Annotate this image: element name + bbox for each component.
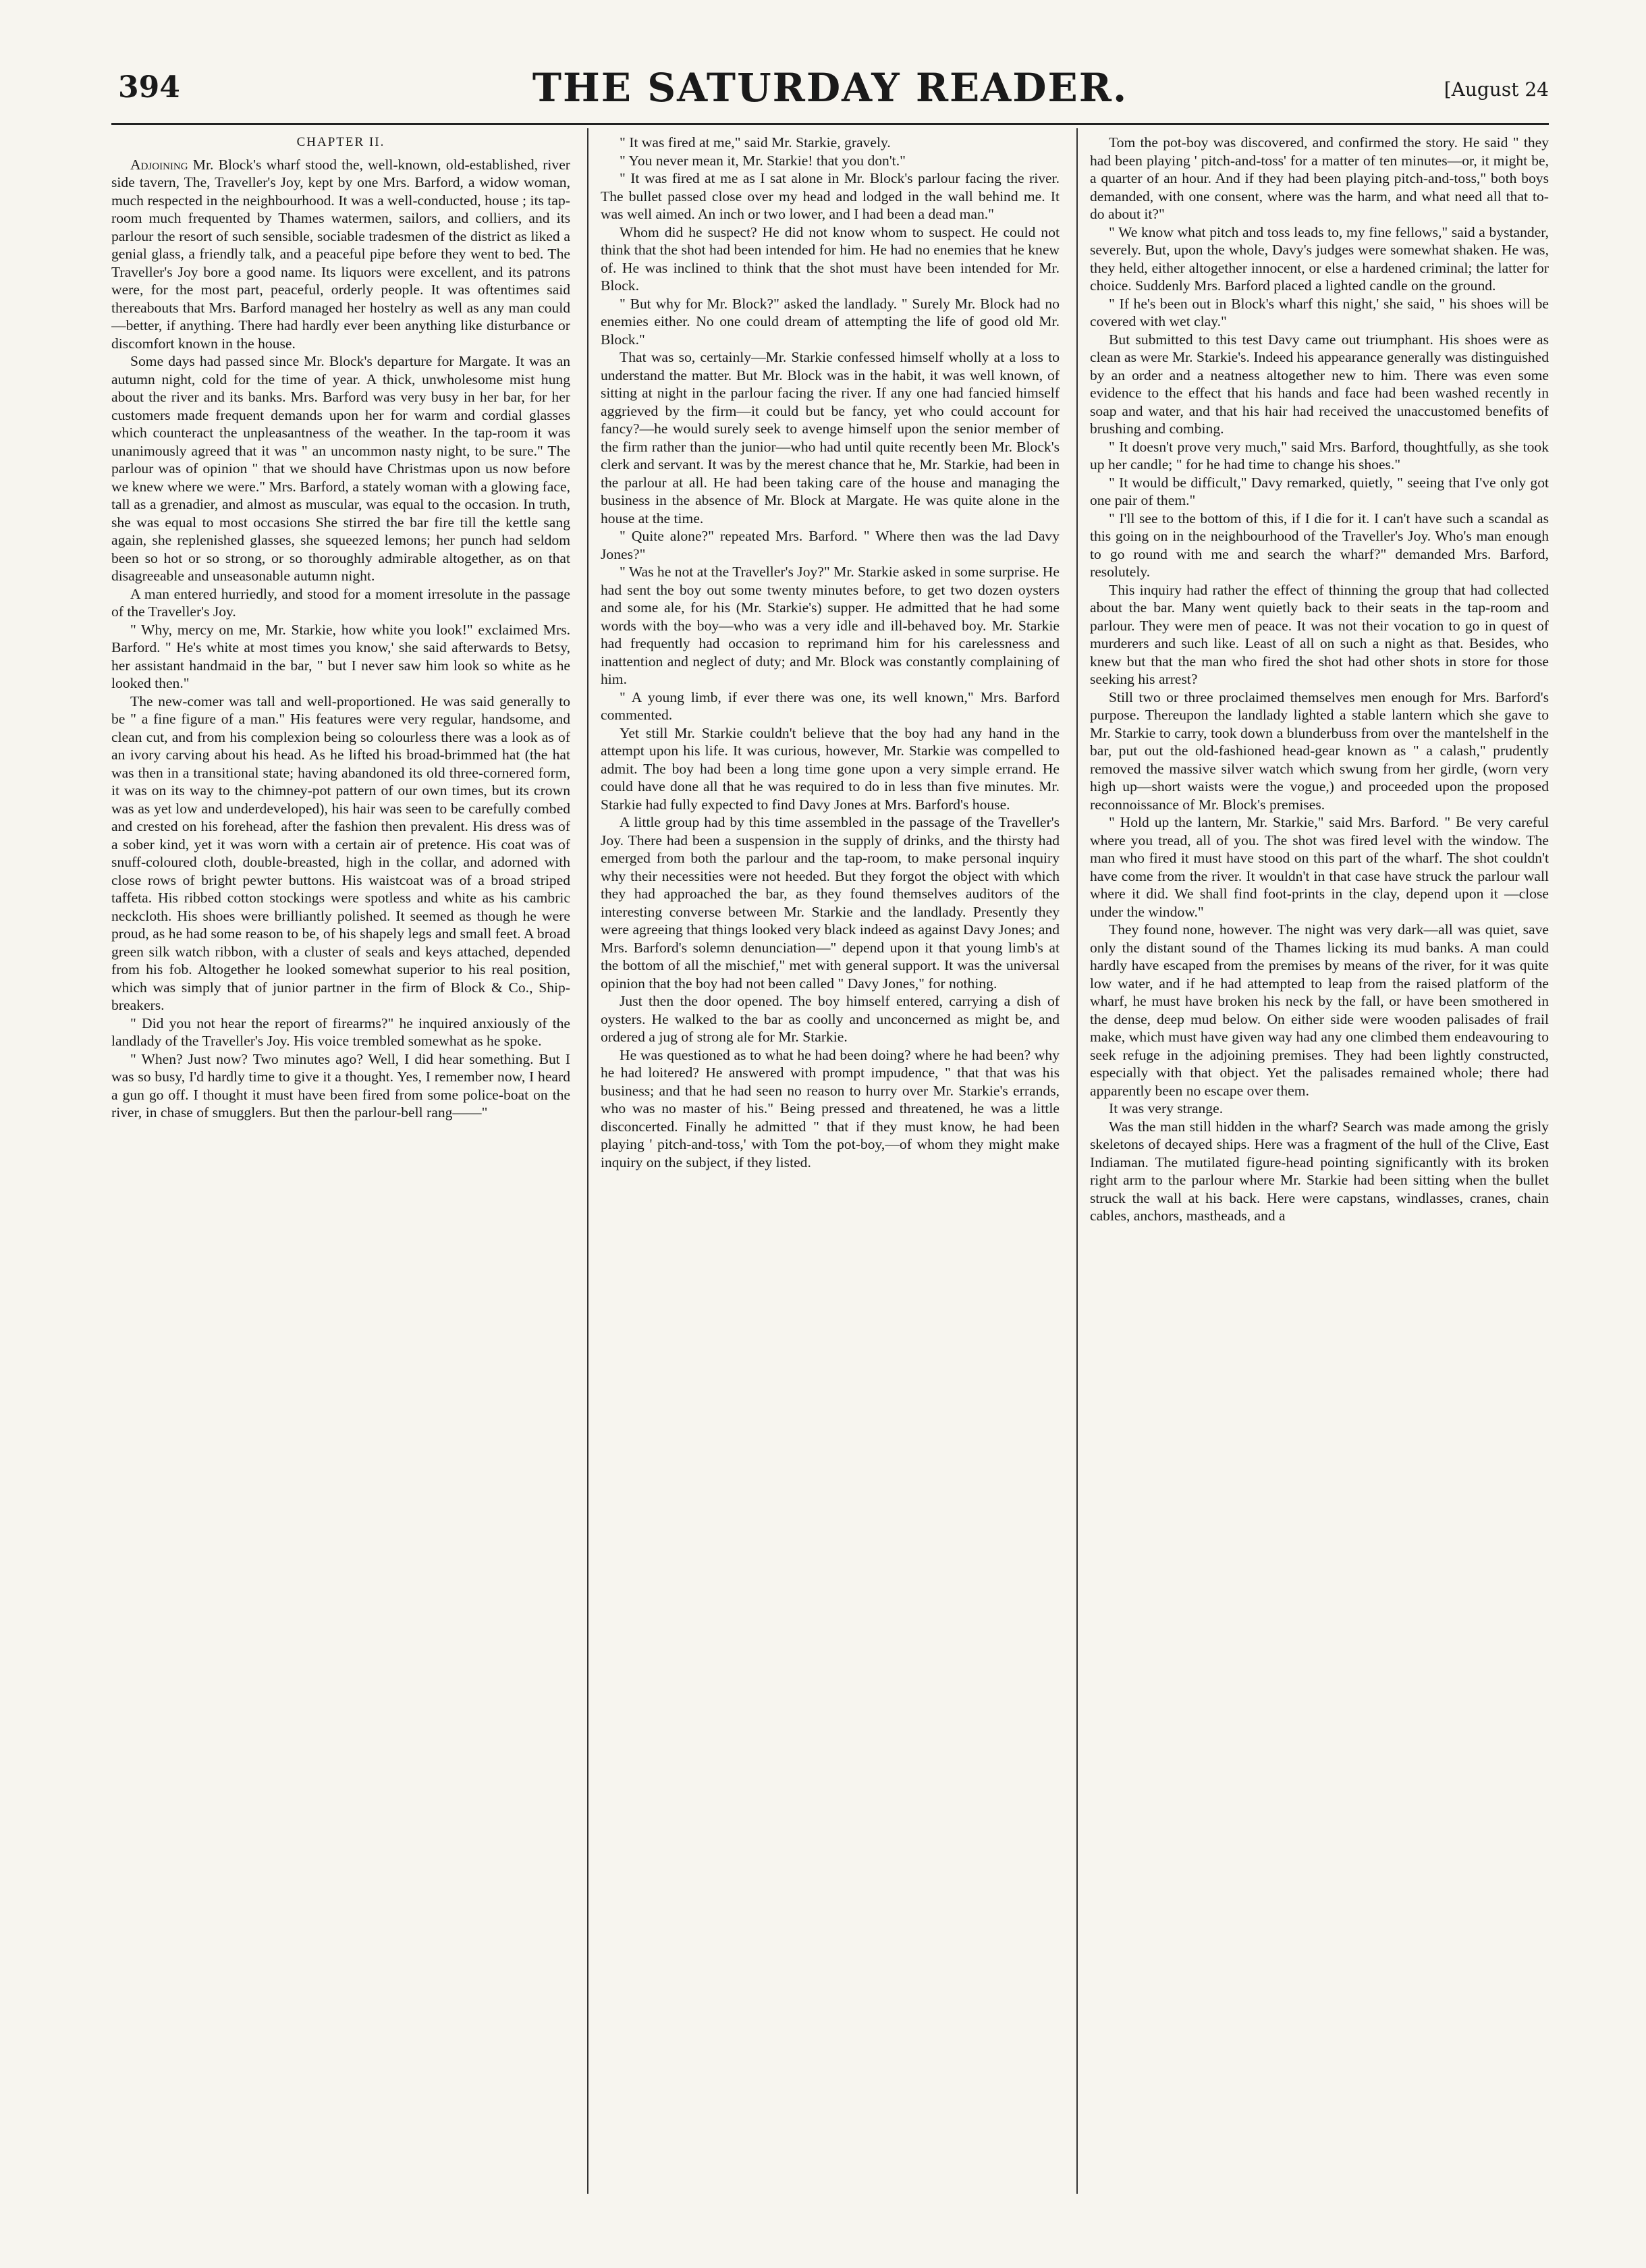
paragraph: But submitted to this test Davy came out triumphant. His shoes were as clean as were Mr. Starkie's. Indeed his appearance generally was distinguished by an order and a neatness altogether new to him. There was even some evidence to the effect that his hands and face had been washed recently in soap and water, and that his hair had received the unaccustomed benefits of brushing and combing. — [1090, 331, 1549, 437]
paragraph: " If he's been out in Block's wharf this night,' she said, " his shoes will be covered with wet clay." — [1090, 295, 1549, 329]
column-divider — [587, 128, 588, 2194]
paragraph: The new-comer was tall and well-proportioned. He was said generally to be " a fine figure of a man." His features were very regular, handsome, and clean cut, and from his complexion being so colourless there was a look as of an ivory carving about his head. As he lifted his broad-brimmed hat (the hat was then in a transitional state; having abandoned its old three-cornered form, it was on its way to the chimney-pot pattern of our own times, but its crown was as yet low and underdeveloped), his hair was seen to be carefully combed and crested on his forehead, after the fashion then prevalent. His dress was of a sober kind, yet it was worn with a certain air of pretence. His coat was of snuff-coloured cloth, double-breasted, high in the collar, and adorned with close rows of bright pewter buttons. His waistcoat was of a broad striped taffeta. His ribbed cotton stockings were spotless and white as his cambric neckcloth. His shoes were brilliantly polished. It seemed as though he were proud, as he had some reason to be, of his shapely legs and small feet. A broad green silk watch ribbon, with a cluster of seals and keys attached, depended from his fob. Altogether he looked somewhat superior to his real position, which was simply that of junior partner in the firm of Block & Co., Ship-breakers. — [111, 693, 570, 1013]
paragraph — [111, 156, 570, 353]
paragraph: Yet still Mr. Starkie couldn't believe that the boy had any hand in the attempt upon his life. It was curious, however, Mr. Starkie was compelled to admit. The boy had been a long time gone upon a very simple errand. He could have done all that he was required to do in less than five minutes. Mr. Starkie had fully expected to find Davy Jones at Mrs. Barford's house. — [601, 724, 1060, 813]
drop-word: Adjoining — [130, 156, 188, 173]
column-3 — [1090, 134, 1549, 2199]
paragraph: Whom did he suspect? He did not know whom to suspect. He could not think that the shot had been intended for him. He had no enemies that he knew of. He was inclined to think that the shot must have been intended for Mr. Block. — [601, 223, 1060, 294]
paragraph: " Was he not at the Traveller's Joy?" Mr. Starkie asked in some surprise. He had sent the boy out some twenty minutes before, to get two dozen oysters and some ale, for his (Mr. Starkie's) supper. He admitted that he had some words with the boy—who was a very idle and ill-behaved boy. Mr. Starkie had frequently had occasion to reprimand him for his carelessness and inattention and neglect of duty; and Mr. Block was constantly complaining of him. — [601, 564, 1060, 687]
issue-date: [August 24 — [1444, 78, 1549, 101]
paragraph: " You never mean it, Mr. Starkie! that you don't." — [620, 152, 906, 169]
paragraph: " Why, mercy on me, Mr. Starkie, how white you look!" exclaimed Mrs. Barford. " He's white at most times you know,' she said afterwards to Betsy, her assistant handmaid in the bar, " but I never saw him look so white as he looked then." — [111, 621, 570, 691]
paragraph: A little group had by this time assembled in the passage of the Traveller's Joy. There had been a suspension in the supply of drinks, and the thirsty had emerged from both the parlour and the tap-room, to make personal inquiry why their necessities were not heeded. But they forgot the object with which they had approached the bar, as they found themselves auditors of the interesting converse between Mr. Starkie and the landlady. Presently they were agreeing that things looked very black indeed as against Davy Jones; and Mrs. Barford's solemn denunciation—" depend upon it that young limb's at the bottom of all the mischief," met with general support. It was the universal opinion that the boy had not been called " Davy Jones," for nothing. — [601, 814, 1060, 992]
paragraph: That was so, certainly—Mr. Starkie confessed himself wholly at a loss to understand the matter. But Mr. Block was in the habit, it was well known, of sitting at night in the parlour facing the river. If any one had fancied himself aggrieved by the firm—it could but be fancy, yet who could account for fancy?—he would surely seek to avenge himself upon the senior member of the firm rather than the junior—who had until quite recently been Mr. Block's clerk and servant. It was by the merest chance that he, Mr. Starkie, had been in the parlour at all. He had been taking care of the house and managing the business in the absence of Mr. Block at Margate. He was quite alone in the house at the time. — [601, 349, 1060, 526]
paragraph: Tom the pot-boy was discovered, and confirmed the story. He said " they had been playing ' pitch-and-toss' for a matter of ten minutes—or, it might be, a quarter of an hour. And if they had been playing pitch-and-toss," both boys demanded, with one consent, where was the harm, and what need all that to-do about it?" — [1090, 134, 1549, 222]
column-2 — [601, 134, 1060, 2199]
paragraph: " It was fired at me," said Mr. Starkie, gravely. — [620, 134, 891, 151]
paragraph: This inquiry had rather the effect of thinning the group that had collected about the bar. Many went quietly back to their seats in the tap-room and parlour. They were men of peace. It was not their vocation to go in quest of murderers and such like. Least of all on such a night as that. Besides, who knew but that the man who fired the shot had other shots in store for those seeking his arrest? — [1090, 581, 1549, 687]
paragraph: Was the man still hidden in the wharf? Search was made among the grisly skeletons of decayed ships. Here was a fragment of the hull of the Clive, East Indiaman. The mutilated figure-head pointing significantly with its broken right arm to the parlour where Mr. Starkie had been sitting when the bullet struck the wall at his back. Here were capstans, windlasses, cranes, chain cables, anchors, mastheads, and a — [1090, 1118, 1549, 1224]
paragraph: " We know what pitch and toss leads to, my fine fellows," said a bystander, severely. But, upon the whole, Davy's judges were somewhat shaken. He was, they held, either altogether innocent, or else a hardened criminal; the latter for choice. Suddenly Mrs. Barford placed a lighted candle on the ground. — [1090, 223, 1549, 294]
column-divider — [1076, 128, 1078, 2194]
paragraph: Some days had passed since Mr. Block's departure for Margate. It was an autumn night, cold for the time of year. A thick, unwholesome mist hung about the river and its banks. Mrs. Barford was very busy in her bar, for her customers made frequent demands upon her for warm and cordial glasses which counteract the unpleasantness of the weather. In the tap-room it was unanimously agreed that it was " an uncommon nasty night, to be sure." The parlour was of opinion " that we should have Christmas upon us now before we knew where we were." Mrs. Barford, a stately woman with a glowing face, tall as a grenadier, and almost as muscular, was equal to the occasion. In truth, she was equal to most occasions She stirred the bar fire till the kettle sang again, she replenished glasses, she squeezed lemons; her punch had seldom been so hot or so strong, or so thoroughly admirable altogether, as on that disagreeable and unseasonable autumn night. — [111, 353, 570, 584]
paragraph: " It would be difficult," Davy remarked, quietly, " seeing that I've only got one pair of them." — [1090, 474, 1549, 508]
paragraph: Just then the door opened. The boy himself entered, carrying a dish of oysters. He walked to the bar as coolly and unconcerned as might be, and ordered a jug of strong ale for Mr. Starkie. — [601, 993, 1060, 1045]
paragraph: " I'll see to the bottom of this, if I die for it. I can't have such a scandal as this going on in the neighbourhood of the Traveller's Joy. Who's man enough to go round with me and search the wharf?" demanded Mrs. Barford, resolutely. — [1090, 510, 1549, 580]
paragraph: " Quite alone?" repeated Mrs. Barford. " Where then was the lad Davy Jones?" — [601, 528, 1060, 562]
header-rule — [111, 123, 1549, 125]
paragraph: " Hold up the lantern, Mr. Starkie," said Mrs. Barford. " Be very careful where you tread, all of you. The shot was fired level with the window. The man who fired it must have stood on this part of the wharf. The shot couldn't have come from the river. It wouldn't in that case have struck the parlour wall where it did. We shall find foot-prints in the clay, depend upon it —close under the window." — [1090, 814, 1549, 920]
paragraph: It was very strange. — [1109, 1100, 1224, 1116]
paragraph: " But why for Mr. Block?" asked the landlady. " Surely Mr. Block had no enemies either. No one could dream of attempting the life of good old Mr. Block." — [601, 295, 1060, 348]
paragraph: They found none, however. The night was very dark—all was quiet, save only the distant sound of the Thames licking its mud banks. A man could hardly have escaped from the premises by means of the river, for it was quite low water, and if he had attempted to leap from the raised platform of the wharf, he must have broken his neck by the fall, or have been smothered in the dense, deep mud below. On either side were wooden palisades of frail make, which must have given way had any one climbed them endeavouring to seek refuge in the adjoining premises. They had been lightly constructed, especially with that object. Yet the palisades remained whole; there had apparently been no escape over them. — [1090, 921, 1549, 1099]
chapter-title: CHAPTER II. — [296, 135, 385, 149]
paragraph: " It doesn't prove very much," said Mrs. Barford, thoughtfully, as she took up her candle; " for he had time to change his shoes." — [1090, 438, 1549, 473]
page-header — [111, 65, 1549, 119]
paragraph: " Did you not hear the report of firearms?" he inquired anxiously of the landlady of the Traveller's Joy. His voice trembled somewhat as he spoke. — [111, 1015, 570, 1049]
page-number: 394 — [118, 70, 180, 105]
paragraph: " It was fired at me as I sat alone in Mr. Block's parlour facing the river. The bullet passed close over my head and lodged in the wall behind me. It was well aimed. An inch or two lower, and I had been a dead man." — [601, 170, 1060, 222]
paragraph: Still two or three proclaimed themselves men enough for Mrs. Barford's purpose. Thereupon the landlady lighted a stable lantern which she gave to Mr. Starkie to carry, took down a blunderbuss from over the mantelshelf in the bar, put out the old-fashioned head-gear known as " a calash," prudently removed the massive silver watch which swung from her girdle, (worn very high up—short waists were the vogue,) and proceeded upon the proposed reconnoissance of Mr. Block's premises. — [1090, 688, 1549, 813]
column-1 — [111, 134, 570, 2199]
masthead-title: THE SATURDAY READER. — [532, 65, 1128, 111]
paragraph: A man entered hurriedly, and stood for a moment irresolute in the passage of the Traveller's Joy. — [111, 585, 570, 620]
paragraph-text: Mr. Block's wharf stood the, well-known, old-established, river side tavern, The, Traveller's Joy, kept by one Mrs. Barford, a widow woman, much respected in the neighbourhood. It was a well-conducted, house ; its tap-room much frequented by Thames watermen, sailors, and colliers, and its parlour the resort of such sensible, sociable tradesmen of the district as liked a genial glass, a friendly talk, and a peaceful pipe before they went to bed. The Traveller's Joy bore a good name. Its liquors were excellent, and its patrons were, for the most part, peaceful, orderly people. It was oftentimes said thereabouts that Mrs. Barford managed her hostelry as well as any man could—better, if anything. There had hardly ever been anything like disturbance or discomfort known in the house. — [111, 156, 570, 352]
paragraph: " When? Just now? Two minutes ago? Well, I did hear something. But I was so busy, I'd hardly time to give it a thought. Yes, I remember now, I heard a gun go off. I thought it must have been fired from some police-boat on the river, in chase of smugglers. But then the parlour-bell rang——" — [111, 1050, 570, 1120]
paragraph: " A young limb, if ever there was one, its well known," Mrs. Barford commented. — [601, 688, 1060, 723]
paragraph: He was questioned as to what he had been doing? where he had been? why he had loitered? He answered with prompt impudence, " that that was his business; and that he had seen no reason to hurry over Mr. Starkie's errands, who was no master of his." Being pressed and threatened, he was a little disconcerted. Finally he admitted " that if they must know, he had been playing ' pitch-and-toss,' with Tom the pot-boy,—of whom they might make inquiry on the subject, if they listed. — [601, 1046, 1060, 1170]
